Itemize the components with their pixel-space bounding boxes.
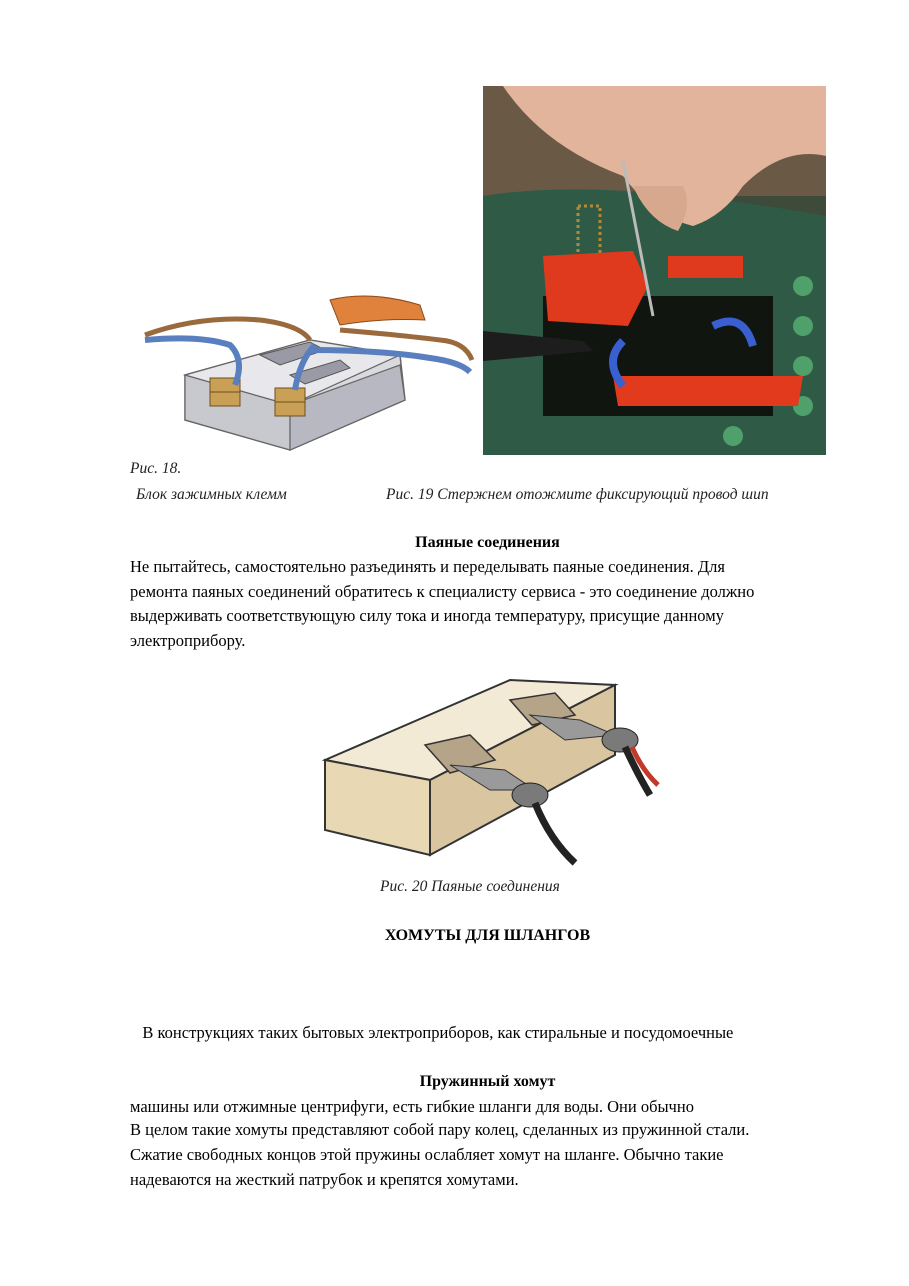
figure-19-caption: Рис. 19 Стержнем отожмите фиксирующий провод шип — [386, 486, 769, 503]
figure-20-caption: Рис. 20 Паяные соединения — [380, 878, 560, 895]
figure-20-image — [320, 655, 660, 870]
paragraph-hose-clamps — [130, 972, 733, 1217]
paragraph-line: выдерживать соответствующую силу тока и иногда температуру, присущие данному — [130, 606, 724, 625]
figure-18-image — [140, 280, 475, 455]
figure-18-caption-line1: Рис. 18. — [130, 460, 182, 477]
paragraph-line: Не пытайтесь, самостоятельно разъединять и переделывать паяные соединения. Для — [130, 557, 725, 576]
figure-18-caption-line2: Блок зажимных клемм — [136, 486, 287, 503]
paragraph-line: В конструкциях таких бытовых электроприборов, как стиральные и посудомоечные — [130, 1023, 734, 1042]
paragraph-soldered — [130, 555, 754, 653]
section-heading-hose-clamps: ХОМУТЫ ДЛЯ ШЛАНГОВ — [384, 927, 591, 944]
paragraph-line: машины или отжимные центрифуги, есть гибкие шланги для воды. Они обычно — [130, 1096, 694, 1116]
figure-19-photo — [483, 86, 826, 455]
paragraph-line: ремонта паяных соединений обратитесь к специалисту сервиса - это соединение должно — [130, 581, 755, 601]
paragraph-line: В целом такие хомуты представляют собой пару колец, сделанных из пружинной стали. — [130, 1120, 750, 1139]
paragraph-line: Сжатие свободных концов этой пружины ослабляет хомут на шланге. Обычно такие — [130, 1144, 724, 1164]
paragraph-line: надеваются на жесткий патрубок и крепятся хомутами. — [130, 1170, 519, 1189]
paragraph-line: электроприбору. — [130, 630, 246, 650]
section-heading-soldered: Паяные соединения — [415, 534, 560, 551]
paragraph-spring-clamp — [130, 1118, 749, 1167]
section-heading-spring-clamp: Пружинный хомут — [419, 1073, 556, 1090]
